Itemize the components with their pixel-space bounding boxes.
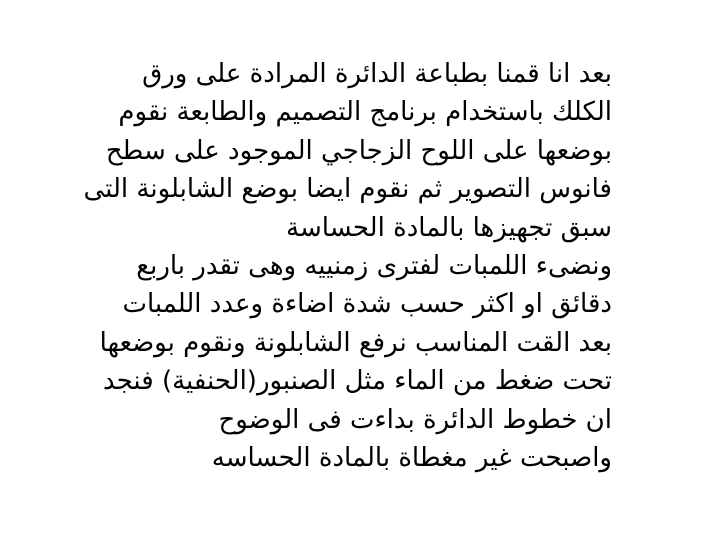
text-line-1: بعد انا قمنا بطباعة الدائرة المرادة على ورق xyxy=(142,59,612,89)
text-line-9: تحت ضغط من الماء مثل الصنبور(الحنفية) فنجد xyxy=(102,366,612,397)
text-line-5: سبق تجهيزها بالمادة الحساسة xyxy=(286,212,612,243)
text-line-4: فانوس التصوير ثم نقوم ايضا بوضع الشابلونة التى xyxy=(83,174,612,205)
text-line-3: بوضعها على اللوح الزجاجي الموجود على سطح xyxy=(105,135,612,166)
text-line-7: دقائق او اكثر حسب شدة اضاءة وعدد اللمبات xyxy=(122,289,612,320)
text-line-10: ان خطوط الدائرة بداءت فى الوضوح xyxy=(218,404,612,435)
text-line-11: واصبحت غير مغطاة بالمادة الحساسه xyxy=(211,443,612,474)
text-line-6: ونضىء اللمبات لفترى زمنييه وهى تقدر باربع xyxy=(136,251,612,282)
body-text xyxy=(72,55,612,477)
text-line-2: الكلك باستخدام برنامج التصميم والطابعة نقوم xyxy=(118,97,612,128)
text-line-8: بعد القت المناسب نرفع الشابلونة ونقوم بوضعها xyxy=(99,327,612,358)
